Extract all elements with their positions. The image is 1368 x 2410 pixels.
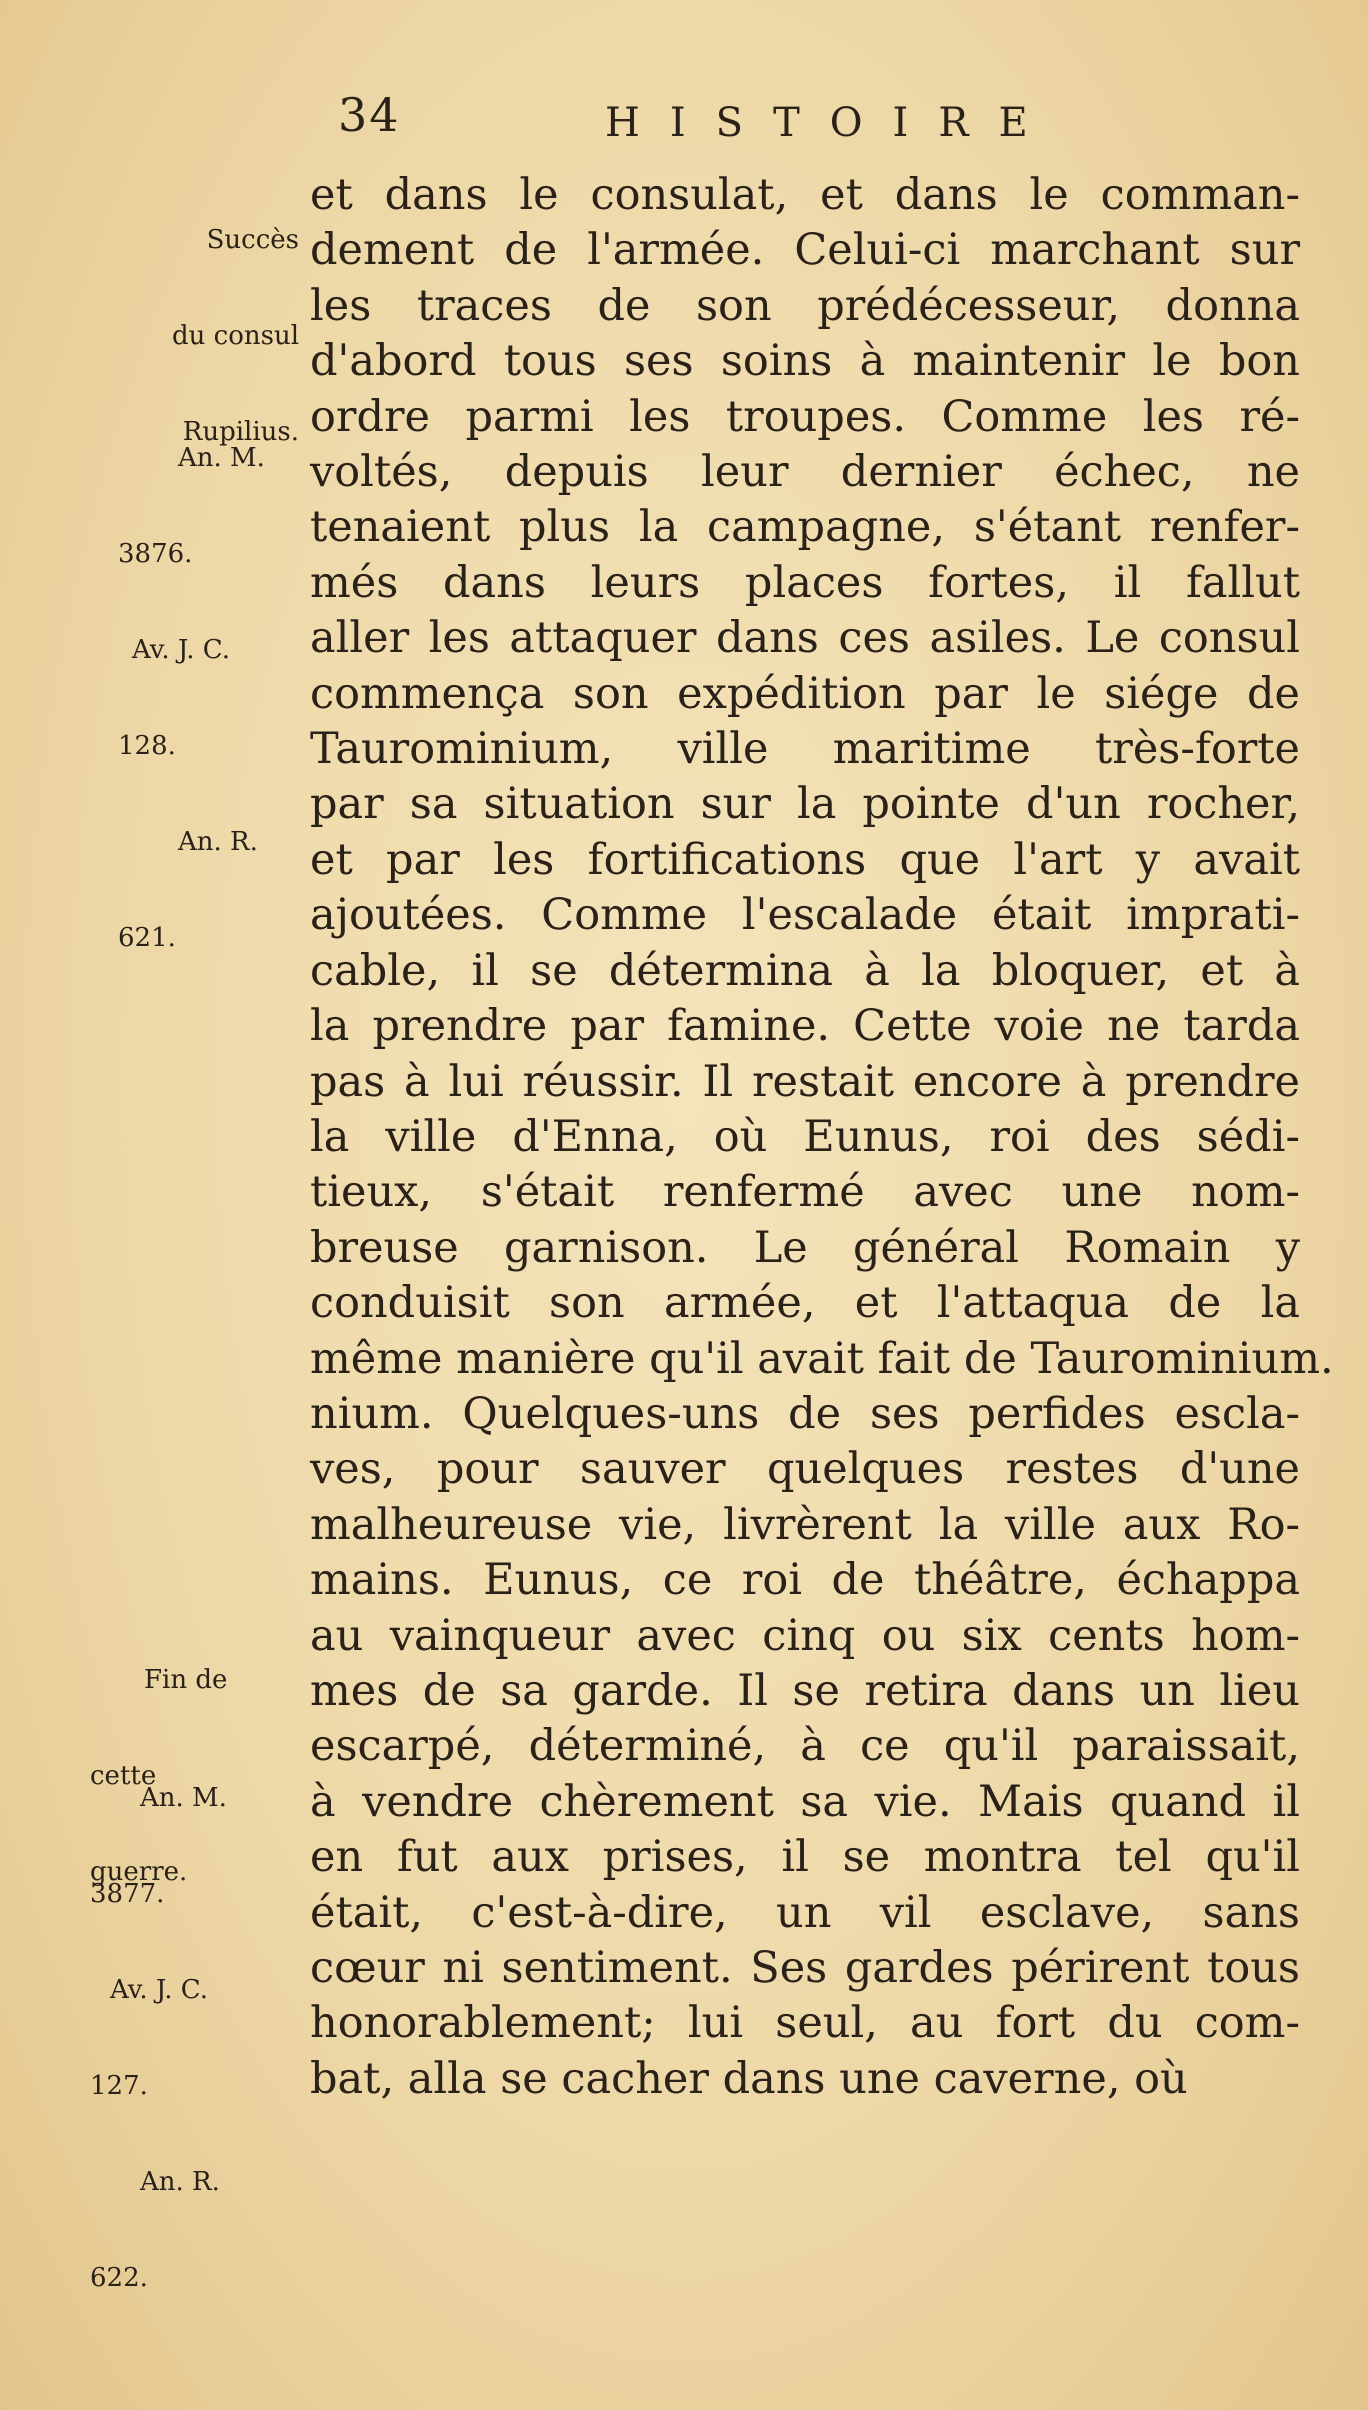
margin-line: 127. [90,2071,148,2101]
margin-line: Av. J. C. [132,635,231,665]
margin-line: 128. [118,731,176,761]
text-line: d'abord tous ses soins à maintenir le bon [310,336,1300,387]
margin-line: Succès [206,225,300,255]
running-head: HISTOIRE [605,100,1058,146]
margin-line: 3877. [90,1879,165,1909]
text-line: conduisit son armée, et l'attaqua de la [310,1278,1300,1329]
text-line: pas à lui réussir. Il restait encore à prendre [310,1056,1300,1107]
margin-line: guerre. [90,1857,188,1887]
text-line: à vendre chèrement sa vie. Mais quand il [310,1776,1300,1827]
margin-note-dates-2 [90,1718,227,2358]
text-line: et dans le consulat, et dans le comman- [310,170,1300,220]
text-line: la prendre par famine. Cette voie ne tarda [310,1001,1300,1052]
margin-line: 622. [90,2263,148,2293]
text-line: en fut aux prises, il se montra tel qu'il [310,1832,1300,1883]
margin-line: Rupilius. [182,417,300,447]
text-line: les traces de son prédécesseur, donna [310,280,1300,331]
text-line: voltés, depuis leur dernier échec, ne [310,447,1300,498]
margin-line: 621. [118,923,176,953]
margin-line: An. M. [140,1783,227,1813]
text-line: cœur ni sentiment. Ses gardes périrent tous [310,1943,1300,1993]
text-line: escarpé, déterminé, à ce qu'il paraissait, [310,1721,1300,1772]
margin-line: Fin de [144,1665,228,1695]
margin-line: An. R. [140,2167,220,2197]
page-number: 34 [338,88,401,142]
body-text [310,168,1334,2107]
text-line: tenaient plus la campagne, s'étant renfer- [310,502,1300,553]
text-line: bat, alla se cacher dans une caverne, où [310,2053,1188,2104]
text-line: honorablement; lui seul, au fort du com- [310,1998,1300,2049]
margin-line: 3876. [118,539,193,569]
text-line: commença son expédition par le siége de [310,668,1300,719]
margin-line: An. M. [178,443,265,473]
text-line: nium. Quelques-uns de ses perfides escla- [310,1388,1300,1439]
text-line: au vainqueur avec cinq ou six cents hom- [310,1610,1300,1661]
margin-line: Av. J. C. [110,1975,209,2005]
text-line: tieux, s'était renfermé avec une nom- [310,1167,1300,1218]
text-line: la ville d'Enna, où Eunus, roi des sédi- [310,1111,1300,1162]
text-line: ves, pour sauver quelques restes d'une [310,1444,1300,1495]
text-line: et par les fortifications que l'art y avait [310,834,1300,885]
margin-line: An. R. [178,827,258,857]
margin-line: du consul [172,321,300,351]
margin-line: cette [90,1761,157,1791]
text-line: mains. Eunus, ce roi de théâtre, échappa [310,1555,1300,1606]
text-line: même manière qu'il avait fait de Taurominium. [310,1333,1334,1384]
text-line: dement de l'armée. Celui-ci marchant sur [310,225,1300,276]
text-line: malheureuse vie, livrèrent la ville aux Ro- [310,1499,1300,1550]
text-line: mes de sa garde. Il se retira dans un lieu [310,1665,1300,1716]
text-line: par sa situation sur la pointe d'un rocher, [310,779,1300,830]
text-line: més dans leurs places fortes, il fallut [310,557,1300,608]
text-line: ordre parmi les troupes. Comme les ré- [310,391,1300,442]
text-line: aller les attaquer dans ces asiles. Le consul [310,613,1300,664]
margin-note-dates-1 [118,378,265,1018]
text-line: breuse garnison. Le général Romain y [310,1222,1300,1273]
text-line: était, c'est-à-dire, un vil esclave, sans [310,1887,1300,1938]
text-line: cable, il se détermina à la bloquer, et à [310,945,1300,996]
text-line: ajoutées. Comme l'escalade était imprati- [310,890,1300,941]
text-line: Taurominium, ville maritime très-forte [310,724,1300,775]
